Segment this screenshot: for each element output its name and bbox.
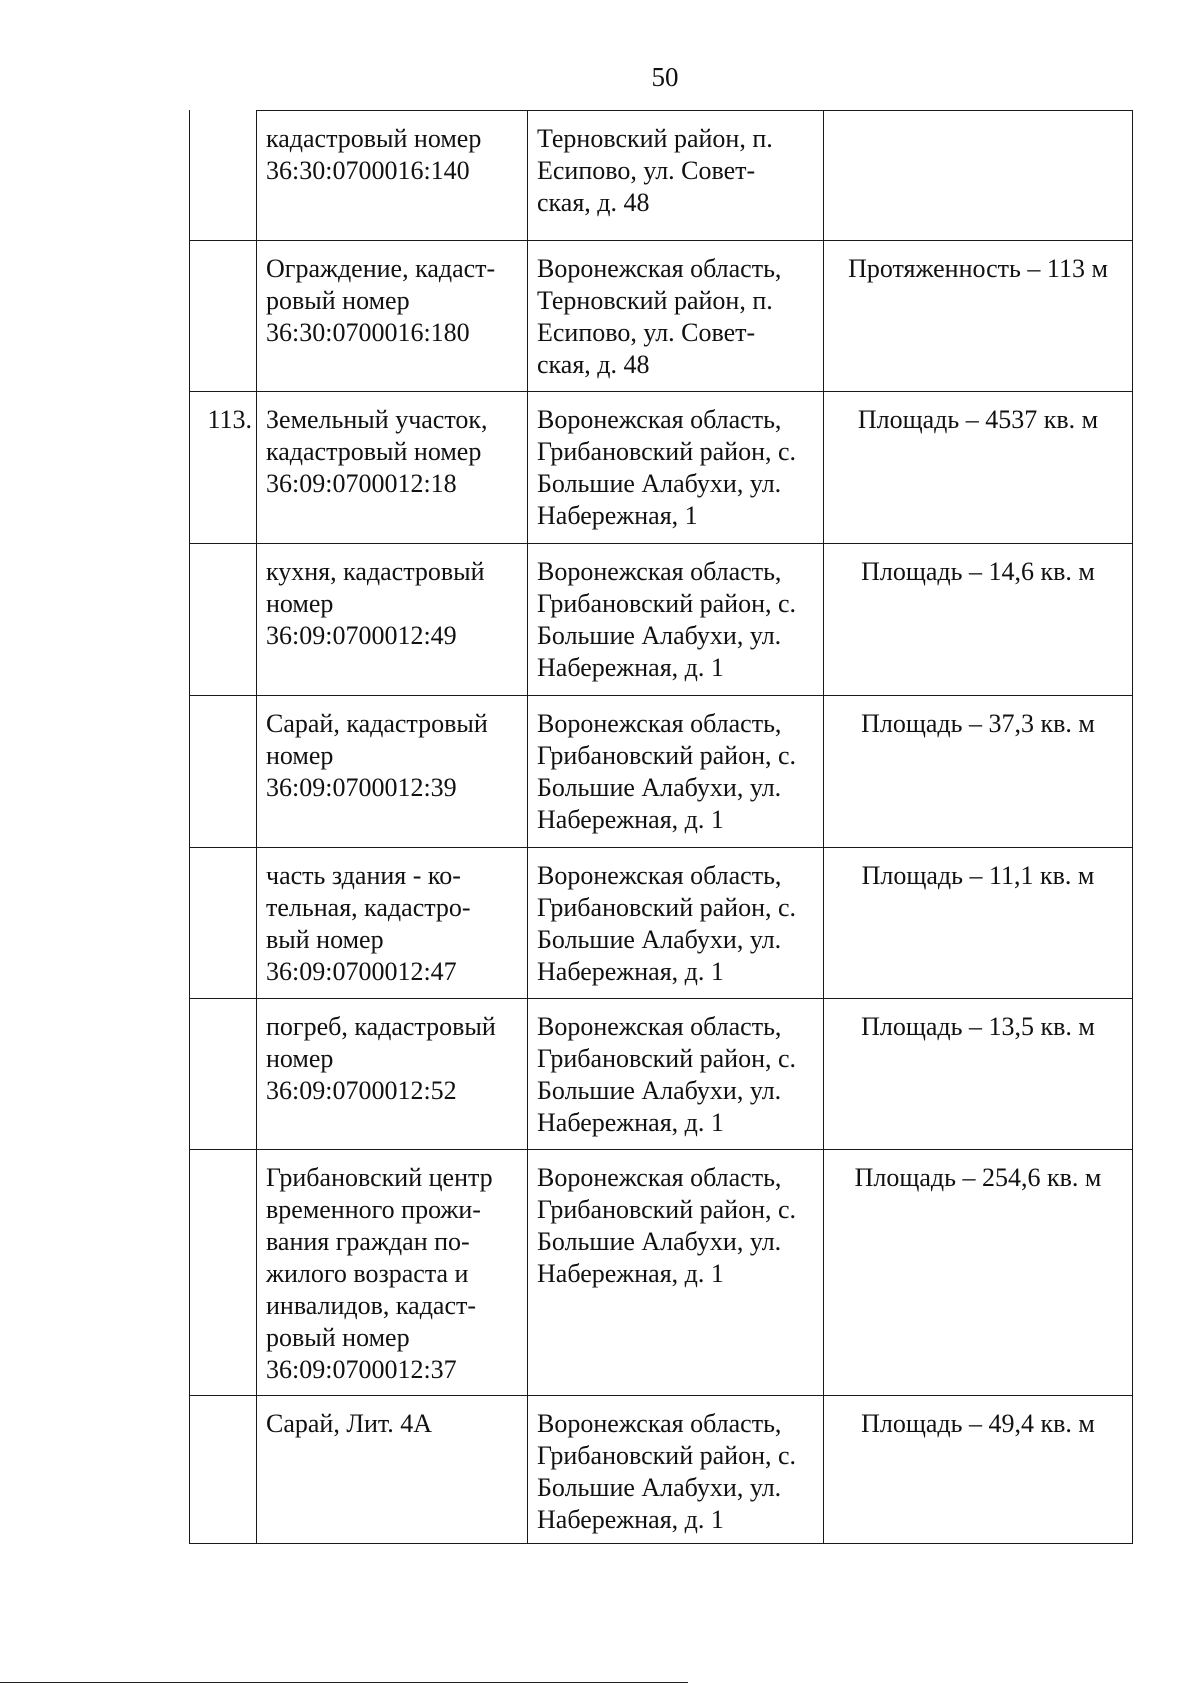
measure-cell: Площадь – 4537 кв. м: [824, 392, 1133, 544]
object-cell: Сарай, Лит. 4А: [257, 1396, 528, 1544]
table-row: [190, 1150, 1133, 1396]
row-number-cell: 113.: [190, 392, 257, 544]
table-row: [190, 696, 1133, 848]
measure-cell: Площадь – 11,1 кв. м: [824, 848, 1133, 999]
measure-cell: Площадь – 254,6 кв. м: [824, 1150, 1133, 1396]
address-cell: Воронежская область, Грибановский район, с. Большие Алабухи, ул. Набережная, д. 1: [528, 1396, 824, 1544]
footer-rule: [0, 1682, 688, 1683]
address-cell: Воронежская область, Грибановский район, с. Большие Алабухи, ул. Набережная, д. 1: [528, 848, 824, 999]
table-row: [190, 392, 1133, 544]
address-cell: Терновский район, п. Есипово, ул. Совет- ская, д. 48: [528, 111, 824, 241]
measure-cell: Площадь – 49,4 кв. м: [824, 1396, 1133, 1544]
object-cell: часть здания - ко- тельная, кадастро- вый номер 36:09:0700012:47: [257, 848, 528, 999]
table-row: [190, 1396, 1133, 1544]
table-row: [190, 544, 1133, 696]
address-cell: Воронежская область, Грибановский район, с. Большие Алабухи, ул. Набережная, д. 1: [528, 696, 824, 848]
row-number-cell: [190, 544, 257, 696]
row-number-cell: [190, 241, 257, 392]
row-number-cell: [190, 111, 257, 241]
row-number-cell: [190, 848, 257, 999]
measure-cell: Площадь – 13,5 кв. м: [824, 999, 1133, 1150]
table-row: [190, 241, 1133, 392]
object-cell: Ограждение, кадаст- ровый номер 36:30:0700016:180: [257, 241, 528, 392]
object-cell: погреб, кадастровый номер 36:09:0700012:52: [257, 999, 528, 1150]
address-cell: Воронежская область, Грибановский район, с. Большие Алабухи, ул. Набережная, д. 1: [528, 1150, 824, 1396]
object-cell: Сарай, кадастровый номер 36:09:0700012:39: [257, 696, 528, 848]
measure-cell: Протяженность – 113 м: [824, 241, 1133, 392]
row-number-cell: [190, 1150, 257, 1396]
row-number-cell: [190, 1396, 257, 1544]
measure-cell: Площадь – 37,3 кв. м: [824, 696, 1133, 848]
address-cell: Воронежская область, Грибановский район, с. Большие Алабухи, ул. Набережная, 1: [528, 392, 824, 544]
property-register-table: [189, 110, 1133, 1544]
measure-cell: [824, 111, 1133, 241]
table-row: [190, 999, 1133, 1150]
object-cell: кухня, кадастровый номер 36:09:0700012:49: [257, 544, 528, 696]
object-cell: Земельный участок, кадастровый номер 36:09:0700012:18: [257, 392, 528, 544]
address-cell: Воронежская область, Терновский район, п. Есипово, ул. Совет- ская, д. 48: [528, 241, 824, 392]
table-row: [190, 848, 1133, 999]
object-cell: кадастровый номер 36:30:0700016:140: [257, 111, 528, 241]
address-cell: Воронежская область, Грибановский район, с. Большие Алабухи, ул. Набережная, д. 1: [528, 999, 824, 1150]
row-number-cell: [190, 696, 257, 848]
row-number-cell: [190, 999, 257, 1150]
measure-cell: Площадь – 14,6 кв. м: [824, 544, 1133, 696]
object-cell: Грибановский центр временного прожи- вания граждан по- жилого возраста и инвалидов, кадаст- ровый номер 36:09:0700012:37: [257, 1150, 528, 1396]
table-row: [190, 111, 1133, 241]
page-number: 50: [651, 62, 679, 92]
address-cell: Воронежская область, Грибановский район, с. Большие Алабухи, ул. Набережная, д. 1: [528, 544, 824, 696]
